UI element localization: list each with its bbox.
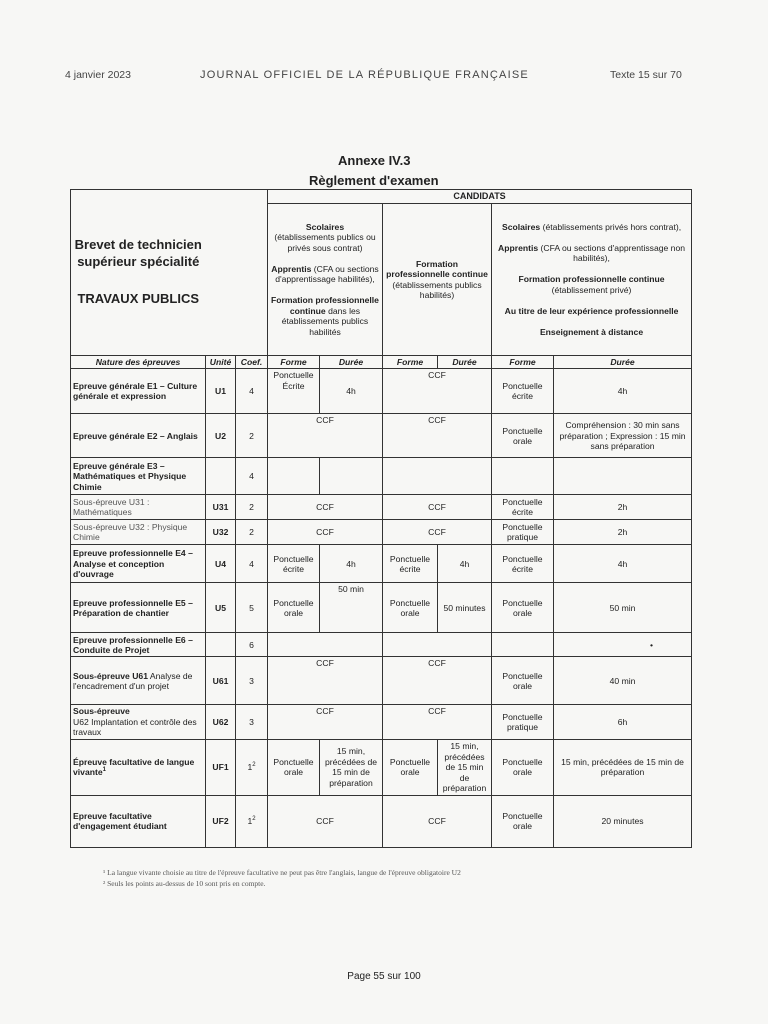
footnote-1: ¹ La langue vivante choisie au titre de l'épreuve facultative ne peut pas être l'anglais, langue de l'épreuve obligatoire U2 — [103, 868, 461, 877]
candidats-header: CANDIDATS — [268, 190, 692, 204]
header-journal-title: JOURNAL OFFICIEL DE LA RÉPUBLIQUE FRANÇAISE — [200, 69, 529, 81]
table-row-uf2: Epreuve facultative d'engagement étudiant UF2 $1^2$ CCF CCF Ponctuelle orale 20 minutes — [71, 795, 692, 847]
column-headers — [71, 356, 692, 369]
col-unite: Unité — [206, 356, 236, 369]
col-forme-1: Forme — [268, 356, 320, 369]
table-row-u62: Sous-épreuve U62 Implantation et contrôle des travaux U62 3 CCF CCF Ponctuelle pratique 6h — [71, 705, 692, 739]
col-duree-3: Durée — [554, 356, 692, 369]
table-row-u31: Sous-épreuve U31 : Mathématiques U31 2 CCF CCF Ponctuelle écrite 2h — [71, 495, 692, 520]
table-row-u32: Sous-épreuve U32 : Physique Chimie U32 2 CCF CCF Ponctuelle pratique 2h — [71, 520, 692, 545]
table-row-uf1: Épreuve facultative de langue vivante$^1$ UF1 $1^2$ Ponctuelle orale 15 min, précédées de 15 min de préparation Ponctuelle orale 15 min, précédées de 15 min de préparation Ponctuelle orale 15 min, précédées de 15 min de préparation — [71, 739, 692, 795]
col-coef: Coef. — [236, 356, 268, 369]
header-text-number: Texte 15 sur 70 — [610, 69, 682, 81]
brevet-line2: supérieur spécialité — [77, 254, 200, 270]
page-footer: Page 55 sur 100 — [347, 971, 421, 982]
table-row-e4: Epreuve professionnelle E4 – Analyse et conception d'ouvrage U4 4 Ponctuelle écrite 4h Ponctuelle écrite 4h Ponctuelle écrite 4h — [71, 545, 692, 583]
table-row-u61: Sous-épreuve U61 Analyse de l'encadrement d'un projet U61 3 CCF CCF Ponctuelle orale 40 min — [71, 657, 692, 705]
brevet-line1: Brevet de technicien — [74, 237, 202, 253]
table-row-e5: Epreuve professionnelle E5 – Préparation de chantier U5 5 Ponctuelle orale 50 min Ponctuelle orale 50 minutes Ponctuelle orale 50 min — [71, 583, 692, 633]
exam-regulation-table — [70, 189, 692, 848]
table-row-e3: Epreuve générale E3 – Mathématiques et Physique Chimie 4 — [71, 458, 692, 495]
col-duree-1: Durée — [320, 356, 383, 369]
candidates-col-3: Scolaires (établissements privés hors contrat), Apprentis (CFA ou sections d'apprentissage non habilités), Formation professionnelle continue (établissement privé) Au titre de leur expérience professionnelle Enseignement à distance — [492, 204, 692, 356]
annexe-title: Annexe IV.3 — [338, 153, 411, 168]
brevet-speciality: TRAVAUX PUBLICS — [77, 290, 200, 306]
table-row-e1: Epreuve générale E1 – Culture générale et expression U1 4 Ponctuelle Écrite 4h CCF Ponctuelle écrite 4h — [71, 369, 692, 414]
table-row-e2: Epreuve générale E2 – Anglais U2 2 CCF CCF Ponctuelle orale Compréhension : 30 min sans préparation ; Expression : 15 min sans préparation — [71, 414, 692, 458]
header-date: 4 janvier 2023 — [65, 69, 131, 81]
brevet-cell — [71, 190, 206, 356]
footnote-2: ² Seuls les points au-dessus de 10 sont pris en compte. — [103, 879, 266, 888]
col-nature: Nature des épreuves — [71, 356, 206, 369]
candidates-col-2: Formation professionnelle continue (établissements publics habilités) — [383, 204, 492, 356]
table-row-e6: Epreuve professionnelle E6 – Conduite de Projet 6 • — [71, 633, 692, 657]
candidates-col-1: Scolaires (établissements publics ou privés sous contrat) Apprentis (CFA ou sections d'apprentissage habilités), Formation professionnelle continue dans les établissements publics habilités — [268, 204, 383, 356]
reglement-title: Règlement d'examen — [309, 173, 439, 188]
col-forme-3: Forme — [492, 356, 554, 369]
col-duree-2: Durée — [438, 356, 492, 369]
col-forme-2: Forme — [383, 356, 438, 369]
